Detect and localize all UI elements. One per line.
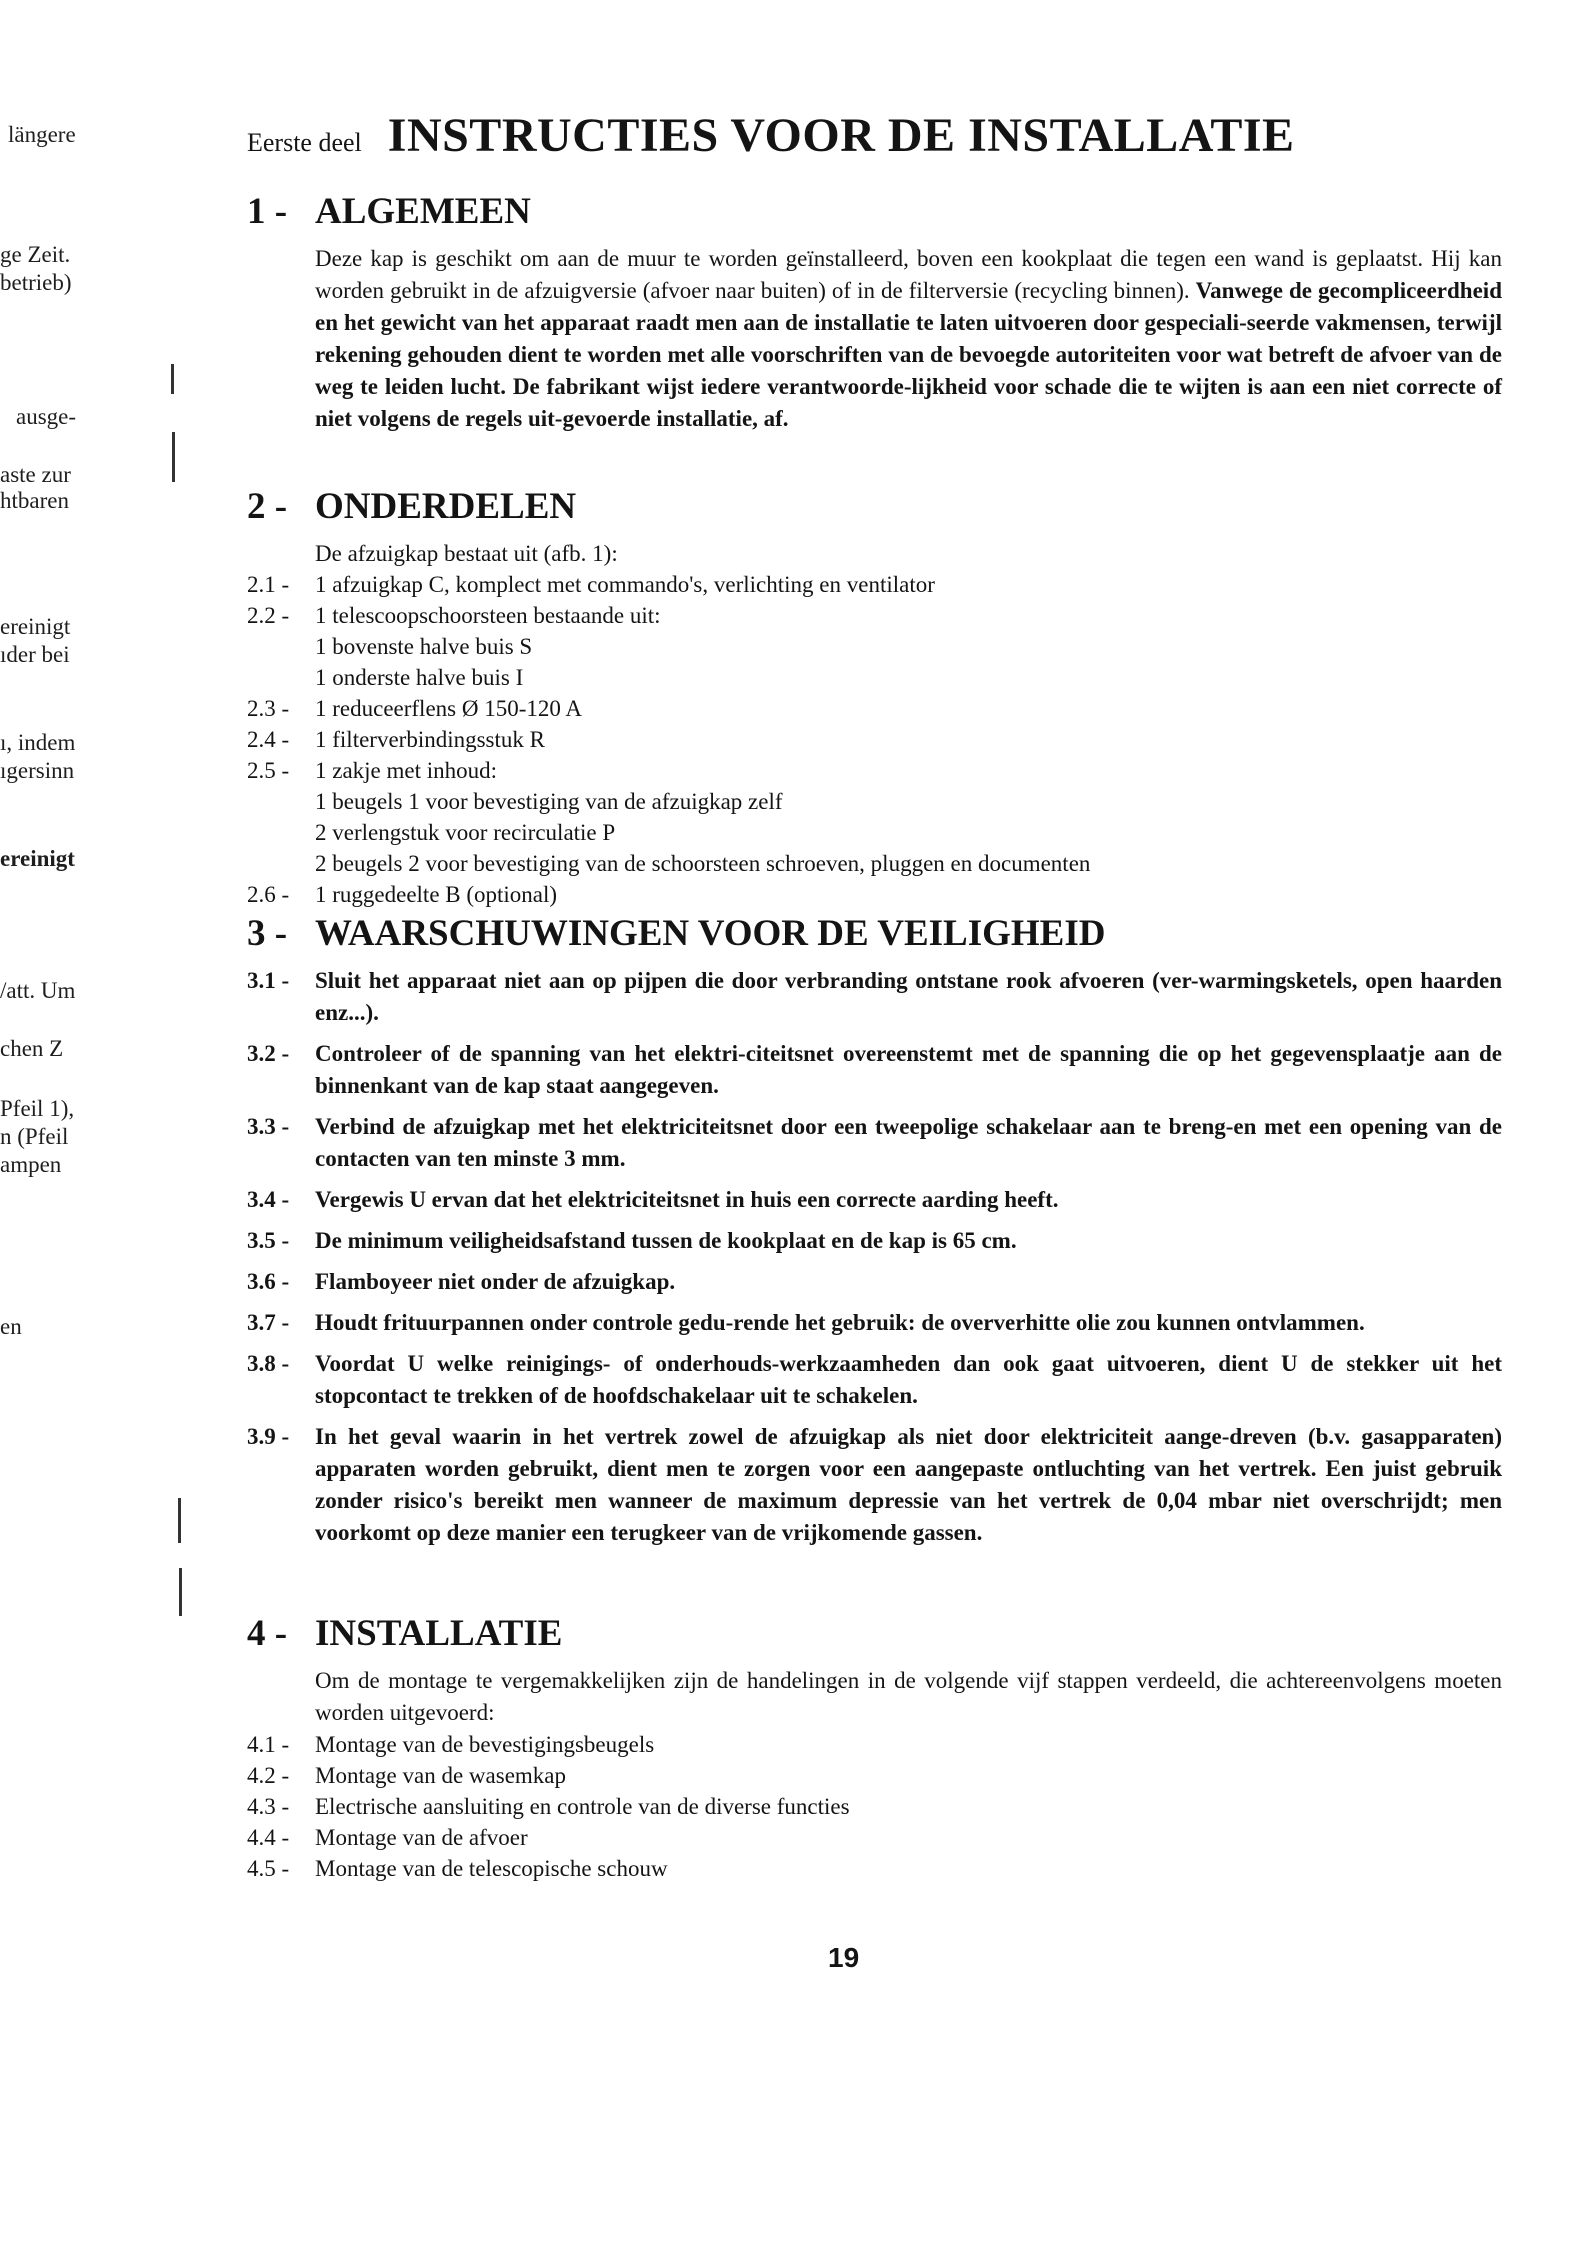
margin-fragment: längere: [8, 122, 76, 147]
margin-fragment: ı, indem: [0, 730, 76, 755]
list-item: [247, 1853, 1502, 1884]
parts-list: [247, 569, 1502, 910]
item-text: 1 zakje met inhoud:: [315, 758, 498, 783]
list-item: [247, 1038, 1502, 1102]
item-text: Verbind de afzuigkap met het elektriciteitsnet door een tweepolige schakelaar aan te breng-en met een opening van de contacten van ten minste 3 mm.: [315, 1114, 1502, 1171]
item-number: 3.6 -: [247, 1269, 290, 1294]
item-number: 4.2 -: [247, 1763, 290, 1788]
list-item: [247, 1791, 1502, 1822]
section-heading: 3 - WAARSCHUWINGEN VOOR DE VEILIGHEID: [247, 913, 1106, 954]
item-number: 4.4 -: [247, 1825, 290, 1850]
margin-fragment: htbaren: [0, 488, 69, 513]
item-text: 1 bovenste halve buis S: [315, 634, 533, 659]
item-number: 3.4 -: [247, 1187, 290, 1212]
item-text: In het geval waarin in het vertrek zowel de afzuigkap als niet door elektriciteit aange-dreven (b.v. gasapparaten) apparaten worden gebruikt, dient men te zorgen voor een aangepaste ontluchting van het vertrek. Een juist gebruik zonder risico's bereikt men wanneer de maximum depressie van het vertrek de 0,04 mbar niet overschrijdt; men voorkomt op deze manier een terugkeer van de vrijkomende gassen.: [315, 1424, 1502, 1545]
margin-fragment: ıder bei: [0, 642, 70, 667]
section-algemeen: [247, 190, 1502, 435]
list-item: [247, 662, 1502, 693]
page-title: INSTRUCTIES VOOR DE INSTALLATIE: [387, 109, 1295, 162]
item-number: 4.5 -: [247, 1856, 290, 1881]
scan-mark: [171, 364, 174, 394]
list-item: [247, 1760, 1502, 1791]
section-onderdelen: [247, 485, 1502, 910]
list-item: [247, 631, 1502, 662]
item-text: Montage van de bevestigingsbeugels: [315, 1732, 655, 1757]
list-item: [247, 755, 1502, 786]
margin-fragment: ereinigt: [0, 846, 75, 871]
item-number: 2.1 -: [247, 572, 290, 597]
margin-fragment: ausge-: [16, 404, 77, 429]
section-installatie: [247, 1612, 1502, 1884]
item-text: Electrische aansluiting en controle van de diverse functies: [315, 1794, 850, 1819]
list-item: [247, 1184, 1502, 1216]
item-text: Montage van de telescopische schouw: [315, 1856, 668, 1881]
item-text: Montage van de wasemkap: [315, 1763, 567, 1788]
margin-fragment: Pfeil 1),: [0, 1096, 75, 1121]
section-heading: 1 - ALGEMEEN: [247, 191, 531, 232]
list-item: [247, 1421, 1502, 1549]
page-number: 19: [828, 1942, 860, 1973]
list-item: [247, 1225, 1502, 1257]
list-item: [247, 1822, 1502, 1853]
list-item: [247, 1348, 1502, 1412]
list-item: [247, 1729, 1502, 1760]
item-text: 2 verlengstuk voor recirculatie P: [315, 820, 616, 845]
scan-mark: [172, 432, 175, 482]
item-number: 3.2 -: [247, 1041, 290, 1066]
item-text: Voordat U welke reinigings- of onderhouds-werkzaamheden dan ook gaat uitvoeren, dient U de stekker uit het stopcontact te trekken of de hoofdschakelaar uit te schakelen.: [315, 1351, 1502, 1408]
list-item: [247, 1266, 1502, 1298]
item-number: 2.3 -: [247, 696, 290, 721]
list-item: [247, 1111, 1502, 1175]
section-intro: De afzuigkap bestaat uit (afb. 1):: [315, 541, 618, 566]
item-text: 2 beugels 2 voor bevestiging van de schoorsteen schroeven, pluggen en documenten: [315, 851, 1091, 876]
item-text: Houdt frituurpannen onder controle gedu-rende het gebruik: de oververhitte olie zou kunnen ontvlammen.: [315, 1310, 1365, 1335]
margin-fragment: /att. Um: [0, 978, 76, 1003]
margin-fragment: ereinigt: [0, 614, 71, 639]
item-number: 3.7 -: [247, 1310, 290, 1335]
item-number: 2.6 -: [247, 882, 290, 907]
item-text: Sluit het apparaat niet aan op pijpen die door verbranding ontstane rook afvoeren (ver-warmingsketels, open haarden enz...).: [315, 968, 1502, 1025]
item-text: 1 ruggedeelte B (optional): [315, 882, 558, 907]
list-item: [247, 693, 1502, 724]
item-number: 2.2 -: [247, 603, 290, 628]
margin-fragment: en: [0, 1314, 22, 1339]
margin-fragment: ge Zeit.: [0, 242, 71, 267]
item-number: 2.5 -: [247, 758, 290, 783]
list-item: [247, 879, 1502, 910]
margin-fragment: n (Pfeil: [0, 1124, 69, 1149]
item-text: 1 reduceerflens Ø 150-120 A: [315, 696, 582, 721]
item-number: 2.4 -: [247, 727, 290, 752]
header-part-label: Eerste deel: [247, 128, 362, 157]
item-number: 4.3 -: [247, 1794, 290, 1819]
item-text: Vergewis U ervan dat het elektriciteitsnet in huis een correcte aarding heeft.: [315, 1187, 1059, 1212]
margin-fragment: aste zur: [0, 462, 71, 487]
section-veiligheid: [247, 912, 1502, 1558]
item-text: 1 beugels 1 voor bevestiging van de afzuigkap zelf: [315, 789, 783, 814]
margin-fragment: chen Z: [0, 1036, 64, 1061]
item-text: 1 onderste halve buis I: [315, 665, 524, 690]
list-item: [247, 965, 1502, 1029]
page-header: [247, 108, 1295, 163]
steps-list: [247, 1729, 1502, 1884]
item-text: 1 filterverbindingsstuk R: [315, 727, 545, 752]
list-item: [247, 848, 1502, 879]
safety-list: [247, 965, 1502, 1549]
list-item: [247, 786, 1502, 817]
margin-fragment: betrieb): [0, 270, 72, 295]
margin-fragment: ampen: [0, 1152, 62, 1177]
list-item: [247, 1307, 1502, 1339]
list-item: [247, 600, 1502, 631]
item-text: Montage van de afvoer: [315, 1825, 528, 1850]
scan-mark: [179, 1568, 182, 1616]
list-item: [247, 724, 1502, 755]
margin-fragment: ıgersinn: [0, 758, 75, 783]
section-heading: 2 - ONDERDELEN: [247, 486, 577, 527]
item-number: 3.5 -: [247, 1228, 290, 1253]
item-text: 1 telescoopschoorsteen bestaande uit:: [315, 603, 661, 628]
section-heading: 4 - INSTALLATIE: [247, 1613, 563, 1654]
scan-mark: [178, 1498, 181, 1543]
item-text: De minimum veiligheidsafstand tussen de kookplaat en de kap is 65 cm.: [315, 1228, 1017, 1253]
list-item: [247, 817, 1502, 848]
item-text: Controleer of de spanning van het elektri-citeitsnet overeenstemt met de spanning die op het gegevensplaatje aan de binnenkant van de kap staat aangegeven.: [315, 1041, 1502, 1098]
list-item: [247, 569, 1502, 600]
item-number: 3.8 -: [247, 1351, 290, 1376]
section-intro: Om de montage te vergemakkelijken zijn de handelingen in de volgende vijf stappen verdeeld, die achtereenvolgens moeten worden uitgevoerd:: [315, 1668, 1502, 1725]
item-number: 4.1 -: [247, 1732, 290, 1757]
item-text: 1 afzuigkap C, komplect met commando's, verlichting en ventilator: [315, 572, 935, 597]
item-number: 3.1 -: [247, 968, 290, 993]
item-text: Flamboyeer niet onder de afzuigkap.: [315, 1269, 676, 1294]
item-number: 3.3 -: [247, 1114, 290, 1139]
section-paragraph: Deze kap is geschikt om aan de muur te worden geïnstalleerd, boven een kookplaat die tegen een wand is geplaatst. Hij kan worden gebruikt in de afzuigversie (afvoer naar buiten) of in de filterversie (recycling binnen). Vanwege de gecompliceerdheid en het gewicht van het apparaat raadt men aan de installatie te laten uitvoeren door gespeciali-seerde vakmensen, terwijl rekening gehouden dient te worden met alle voorschriften van de bevoegde autoriteiten voor wat betreft de afvoer van de weg te leiden lucht. De fabrikant wijst iedere verantwoorde-lijkheid voor schade die te wijten is aan een niet correcte of niet volgens de regels uit-gevoerde installatie, af.: [315, 246, 1502, 431]
item-number: 3.9 -: [247, 1424, 290, 1449]
